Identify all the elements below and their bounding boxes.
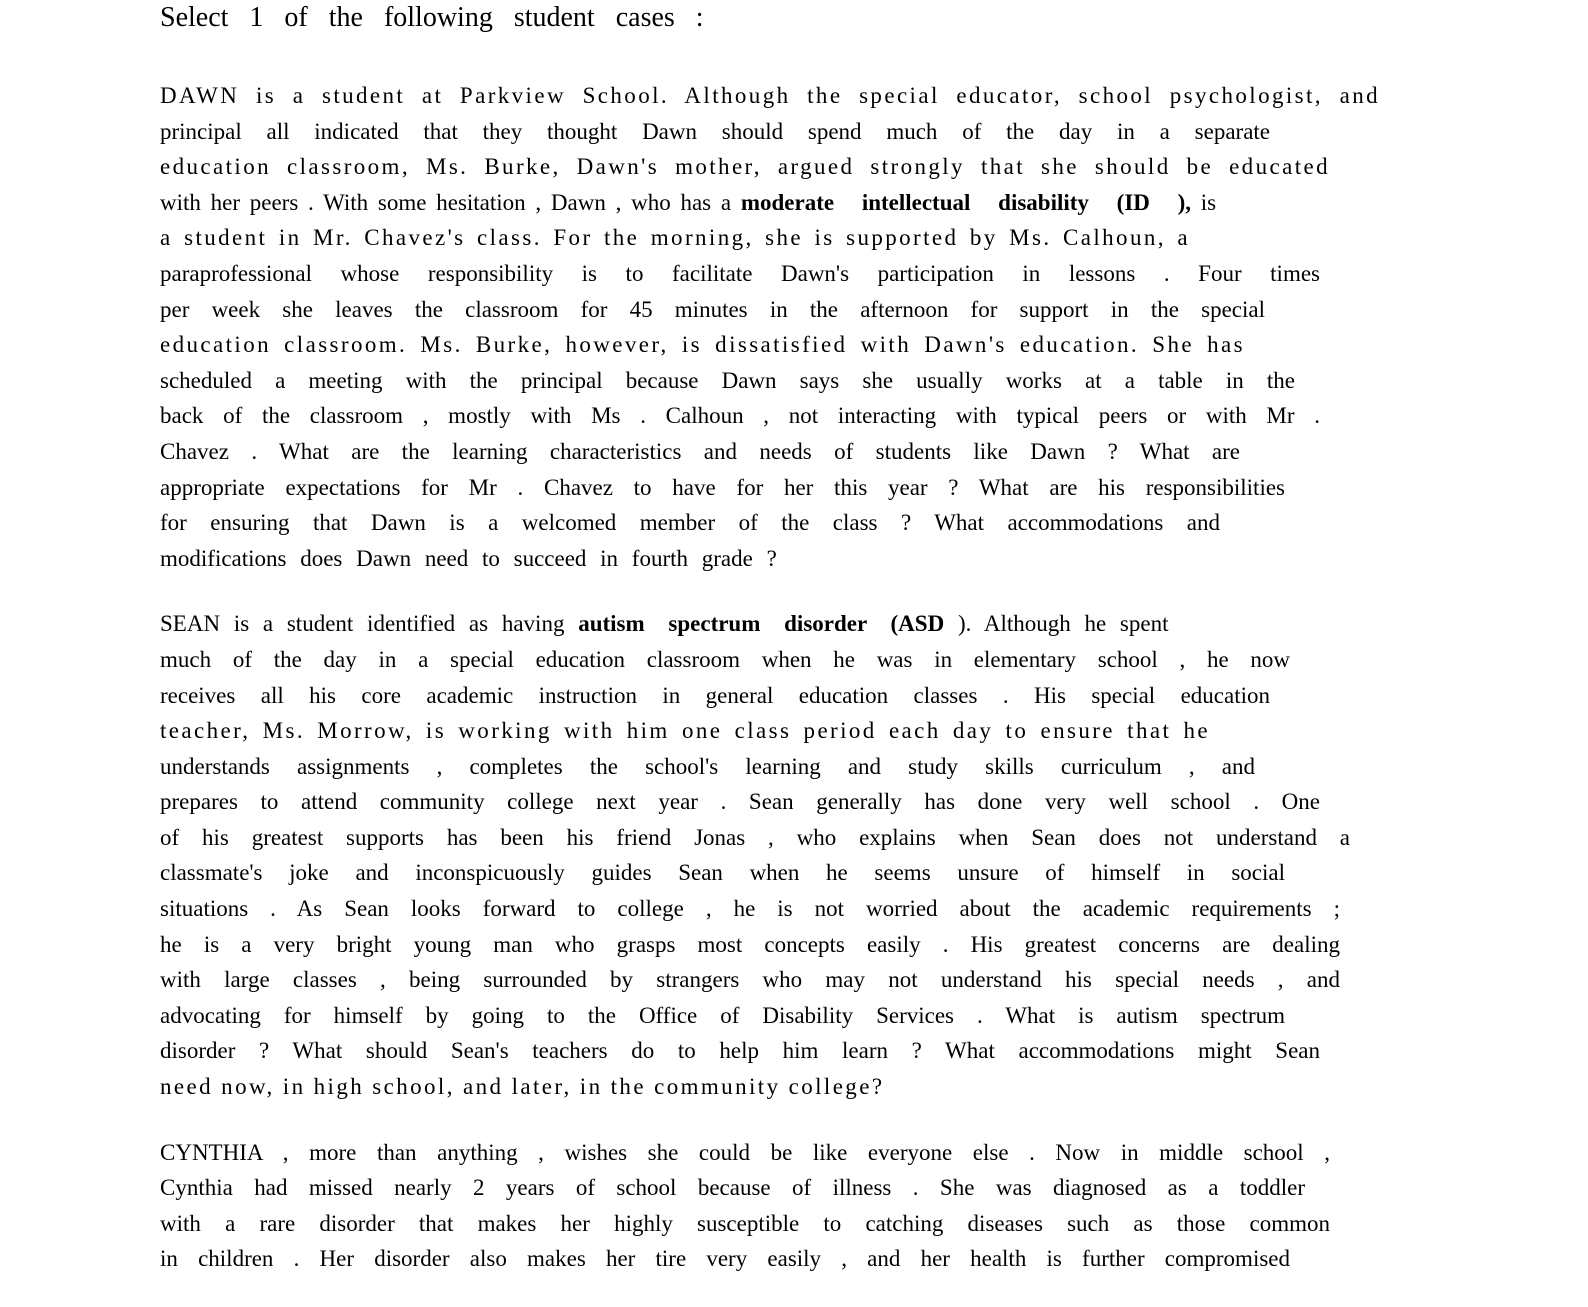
case-text: with her peers . With some hesitation , Dawn , who has a [160, 189, 732, 215]
document-page [160, 0, 1380, 1307]
case-line: of his greatest supports has been his friend Jonas , who explains when Sean does not understand a [160, 824, 1350, 850]
case-line: much of the day in a special education classroom when he was in elementary school , he now [160, 646, 1290, 672]
case-text: is [1200, 189, 1217, 215]
case-line: DAWN is a student at Parkview School. Although the special educator, school psychologist, and [160, 83, 1380, 108]
case-line: Cynthia had missed nearly 2 years of school because of illness . She was diagnosed as a toddler [160, 1175, 1305, 1201]
case-line: disorder ? What should Sean's teachers do to help him learn ? What accommodations might Sean [160, 1038, 1320, 1064]
case-text: ). Although he spent [957, 611, 1169, 637]
case-sean [160, 606, 1380, 1104]
case-line: a student in Mr. Chavez's class. For the morning, she is supported by Ms. Calhoun, a [160, 225, 1190, 251]
case-line: advocating for himself by going to the Office of Disability Services . What is autism spectrum [160, 1002, 1285, 1028]
case-line: situations . As Sean looks forward to college , he is not worried about the academic requirements ; [160, 896, 1340, 922]
case-line: with a rare disorder that makes her highly susceptible to catching diseases such as those common [160, 1210, 1330, 1236]
case-line: principal all indicated that they thought Dawn should spend much of the day in a separate [160, 118, 1270, 144]
bold-term: moderate intellectual disability (ID ), [740, 189, 1192, 215]
case-line: need now, in high school, and later, in the community college? [160, 1074, 885, 1100]
case-line: Chavez . What are the learning characteristics and needs of students like Dawn ? What are [160, 438, 1240, 464]
case-line: education classroom. Ms. Burke, however, is dissatisfied with Dawn's education. She has [160, 332, 1245, 358]
case-line: back of the classroom , mostly with Ms . Calhoun , not interacting with typical peers or with Mr . [160, 403, 1320, 429]
case-line: modifications does Dawn need to succeed in fourth grade ? [160, 545, 777, 571]
case-line: teacher, Ms. Morrow, is working with him one class period each day to ensure that he [160, 718, 1210, 744]
case-line: for ensuring that Dawn is a welcomed member of the class ? What accommodations and [160, 510, 1220, 536]
case-line: appropriate expectations for Mr . Chavez to have for her this year ? What are his responsibilities [160, 474, 1285, 500]
case-line: understands assignments , completes the school's learning and study skills curriculum , and [160, 753, 1255, 779]
case-line: in children . Her disorder also makes her tire very easily , and her health is further compromised [160, 1246, 1290, 1272]
case-line [160, 606, 1380, 642]
case-line: he is a very bright young man who grasps most concepts easily . His greatest concerns are dealing [160, 931, 1340, 957]
case-line: prepares to attend community college next year . Sean generally has done very well school . One [160, 789, 1320, 815]
case-line: education classroom, Ms. Burke, Dawn's mother, argued strongly that she should be educated [160, 154, 1330, 180]
case-line: CYNTHIA , more than anything , wishes she could be like everyone else . Now in middle school , [160, 1139, 1330, 1165]
case-line: classmate's joke and inconspicuously guides Sean when he seems unsure of himself in social [160, 860, 1285, 886]
case-text: SEAN is a student identified as having [160, 611, 565, 637]
bold-term: autism spectrum disorder (ASD [578, 611, 945, 637]
case-line: receives all his core academic instruction in general education classes . His special education [160, 682, 1270, 708]
page-heading: Select 1 of the following student cases : [160, 2, 704, 33]
case-line: paraprofessional whose responsibility is to facilitate Dawn's participation in lessons . Four times [160, 260, 1320, 286]
case-line: per week she leaves the classroom for 45 minutes in the afternoon for support in the special [160, 296, 1265, 322]
case-line: scheduled a meeting with the principal because Dawn says she usually works at a table in the [160, 367, 1295, 393]
case-dawn [160, 78, 1380, 576]
case-line: with large classes , being surrounded by strangers who may not understand his special needs , and [160, 967, 1340, 993]
case-line [160, 185, 1380, 221]
case-cynthia [160, 1135, 1380, 1277]
